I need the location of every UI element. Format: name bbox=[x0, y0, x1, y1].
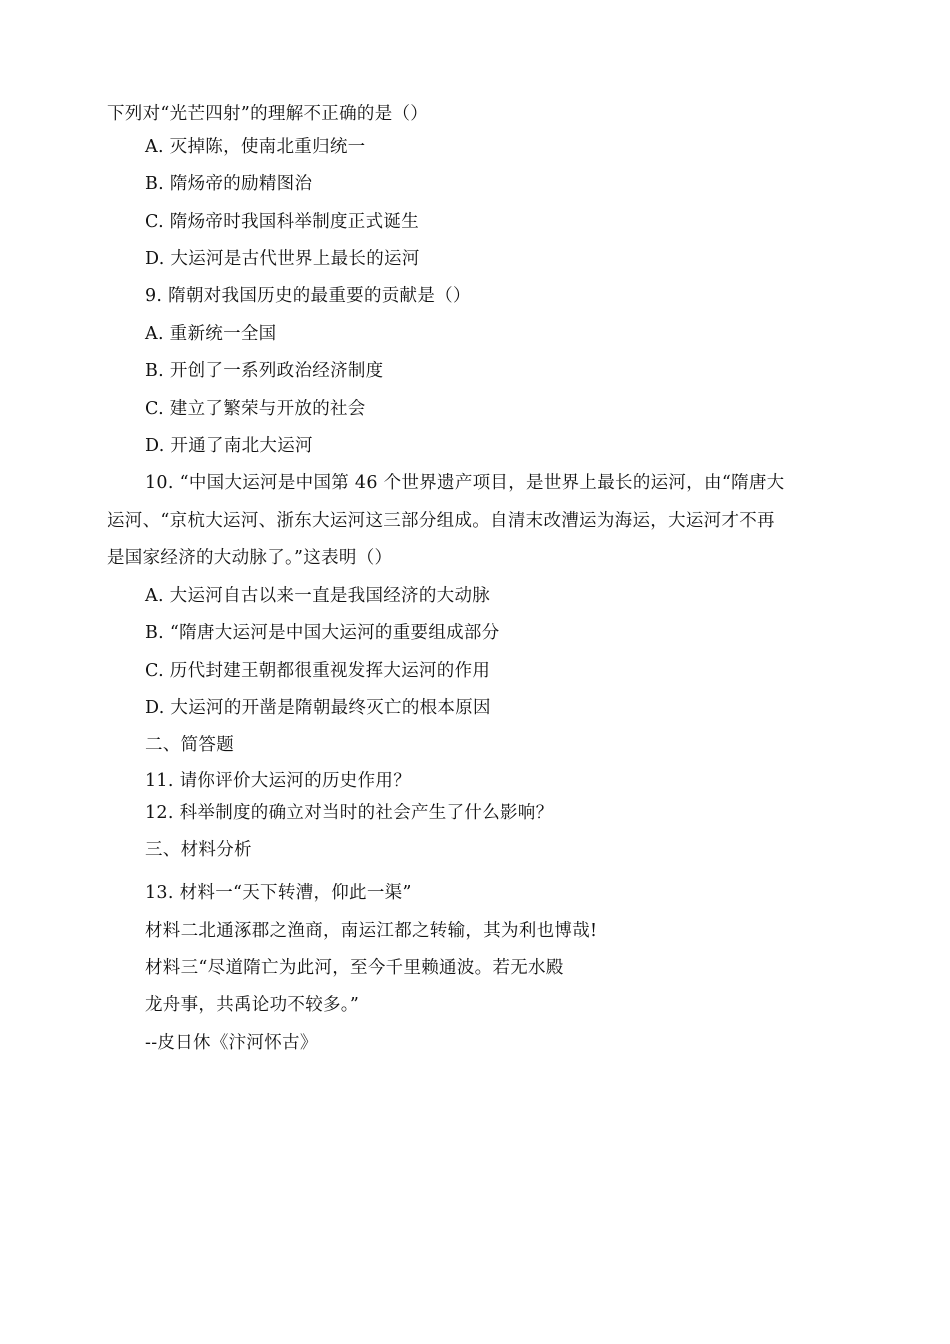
section-3-heading: 三、材料分析 bbox=[145, 840, 252, 860]
question-13-material-2: 材料二北通涿郡之渔商，南运江都之转输，其为利也博哉! bbox=[145, 921, 598, 941]
q9-option-b: B. 开创了一系列政治经济制度 bbox=[145, 361, 384, 381]
poem-attribution: --皮日休《汴河怀古》 bbox=[145, 1033, 318, 1053]
q10-option-c: C. 历代封建王朝都很重视发挥大运河的作用 bbox=[145, 661, 491, 681]
question-12: 12. 科举制度的确立对当时的社会产生了什么影响？ bbox=[145, 803, 554, 823]
question-10-stem-line-2: 运河、“京杭大运河、浙东大运河这三部分组成。自清末改漕运为海运，大运河才不再 bbox=[107, 511, 775, 531]
q8-option-d: D. 大运河是古代世界上最长的运河 bbox=[145, 249, 420, 269]
q9-option-c: C. 建立了繁荣与开放的社会 bbox=[145, 399, 366, 419]
q8-option-c: C. 隋炀帝时我国科举制度正式诞生 bbox=[145, 212, 419, 232]
q10-option-b: B. “隋唐大运河是中国大运河的重要组成部分 bbox=[145, 623, 500, 643]
question-9-stem: 9. 隋朝对我国历史的最重要的贡献是（） bbox=[145, 286, 471, 306]
q10-option-a: A. 大运河自古以来一直是我国经济的大动脉 bbox=[145, 586, 491, 606]
section-2-heading: 二、简答题 bbox=[145, 735, 234, 755]
question-10-stem-line-1: 10. “中国大运河是中国第 46 个世界遗产项目，是世界上最长的运河，由“隋唐大 bbox=[145, 473, 785, 493]
question-11: 11. 请你评价大运河的历史作用？ bbox=[145, 771, 411, 791]
question-10-stem-line-3: 是国家经济的大动脉了。”这表明（） bbox=[107, 548, 393, 568]
q8-option-a: A. 灭掉陈，使南北重归统一 bbox=[145, 137, 366, 157]
q8-option-b: B. 隋炀帝的励精图治 bbox=[145, 174, 313, 194]
question-13-material-3-line-2: 龙舟事，共禹论功不较多。” bbox=[145, 995, 360, 1015]
question-13-material-3-line-1: 材料三“尽道隋亡为此河，至今千里赖通波。若无水殿 bbox=[145, 958, 564, 978]
q10-option-d: D. 大运河的开凿是隋朝最终灭亡的根本原因 bbox=[145, 698, 491, 718]
question-13-material-1: 13. 材料一“天下转漕，仰此一渠” bbox=[145, 883, 412, 903]
q9-option-d: D. 开通了南北大运河 bbox=[145, 436, 313, 456]
q9-option-a: A. 重新统一全国 bbox=[145, 324, 277, 344]
question-8-stem: 下列对“光芒四射”的理解不正确的是（） bbox=[107, 104, 429, 124]
